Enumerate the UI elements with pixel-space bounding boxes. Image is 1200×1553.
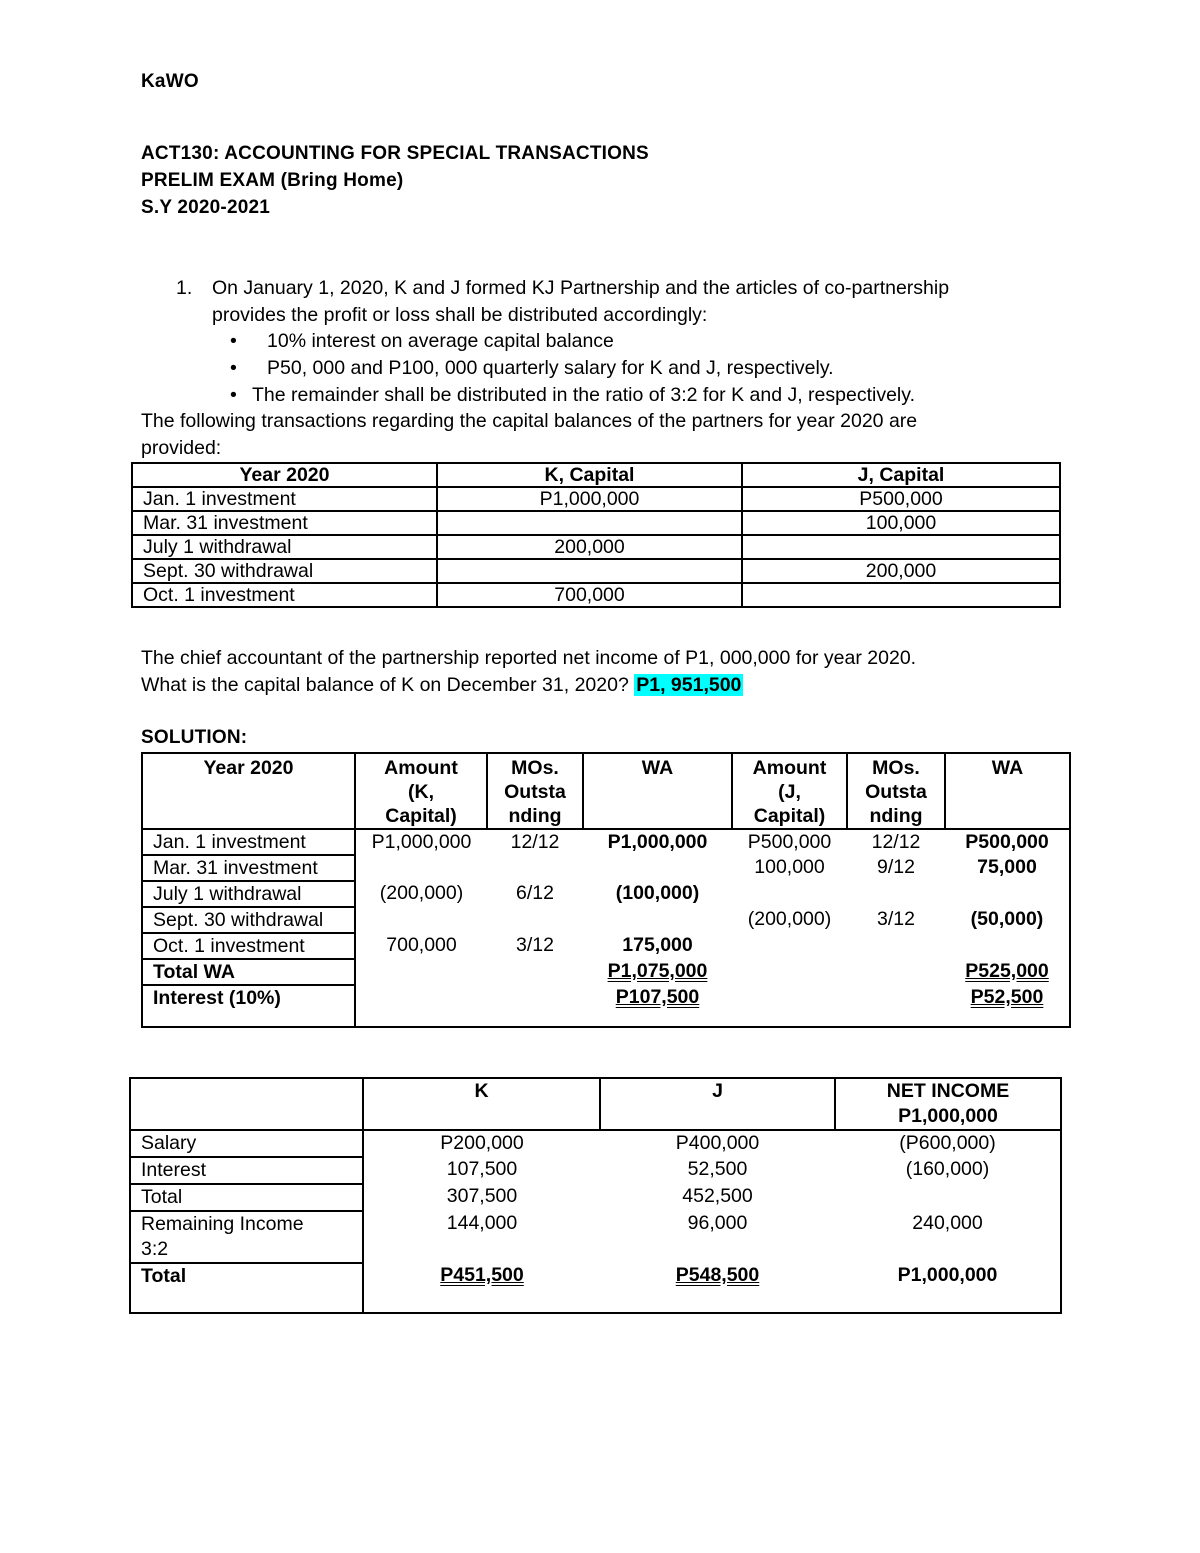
- column-header: Amount (J, Capital): [732, 753, 847, 829]
- column-header: MOs. Outsta nding: [487, 753, 583, 829]
- table-cell: 3/12: [516, 934, 554, 956]
- table-cell: (160,000): [905, 1158, 990, 1180]
- total-k: P451,500: [440, 1264, 524, 1286]
- table-cell: [945, 933, 1070, 959]
- solution-label: SOLUTION:: [141, 727, 248, 748]
- table-cell: July 1 withdrawal: [142, 881, 355, 907]
- table-row: [132, 487, 1060, 511]
- table-cell: [487, 907, 583, 933]
- table-cell: Total WA: [142, 959, 355, 985]
- table-row: [142, 855, 1070, 881]
- lead-text-1: The following transactions regarding the capital balances of the partners for year 2020 are: [141, 410, 918, 432]
- question-prompt-text: What is the capital balance of K on December 31, 2020?: [141, 674, 629, 696]
- table-cell: (200,000): [379, 882, 464, 904]
- bullet-salary: P50, 000 and P100, 000 quarterly salary for K and J, respectively.: [267, 357, 834, 379]
- table-cell: July 1 withdrawal: [132, 535, 437, 559]
- table-cell: 96,000: [687, 1212, 748, 1234]
- column-header: NET INCOME P1,000,000: [835, 1078, 1061, 1130]
- table-cell: [847, 933, 945, 959]
- table-cell: 200,000: [437, 535, 742, 559]
- net-income-statement: The chief accountant of the partnership reported net income of P1, 000,000 for year 2020.: [141, 647, 917, 669]
- table-row: [142, 829, 1070, 855]
- table-cell: [355, 907, 487, 933]
- table-cell: P1,000,000: [607, 831, 708, 853]
- table-cell: [487, 855, 583, 881]
- table-header-row: [132, 463, 1060, 487]
- table-cell: [742, 583, 1060, 607]
- table-cell: (100,000): [615, 882, 700, 904]
- total-wa-row: [142, 959, 1070, 985]
- capital-transactions-table: [131, 462, 1061, 608]
- bullet-interest: 10% interest on average capital balance: [267, 330, 614, 352]
- table-cell: [732, 933, 847, 959]
- table-cell: 9/12: [877, 856, 915, 878]
- table-cell: 52,500: [687, 1158, 748, 1180]
- table-cell: Interest (10%): [142, 985, 355, 1027]
- table-cell: [742, 535, 1060, 559]
- question-line-1: On January 1, 2020, K and J formed KJ Partnership and the articles of co-partnership: [212, 277, 950, 299]
- total-net-income: P1,000,000: [897, 1264, 998, 1286]
- author-initials: KaWO: [141, 71, 199, 92]
- column-header: WA: [945, 753, 1070, 829]
- total-row: [130, 1263, 1061, 1313]
- table-cell: (200,000): [747, 908, 832, 930]
- table-row: [132, 559, 1060, 583]
- table-cell: Total: [130, 1184, 363, 1211]
- table-cell: 175,000: [622, 934, 693, 956]
- table-cell: P1,000,000: [371, 831, 472, 853]
- table-cell: Oct. 1 investment: [142, 933, 355, 959]
- table-cell: [945, 881, 1070, 907]
- interest-j: P52,500: [970, 986, 1044, 1008]
- table-cell: 200,000: [742, 559, 1060, 583]
- table-cell: Total: [130, 1263, 363, 1313]
- table-cell: 144,000: [446, 1212, 518, 1234]
- table-cell: P200,000: [440, 1132, 524, 1154]
- column-header: Year 2020: [132, 463, 437, 487]
- total-wa-k: P1,075,000: [607, 960, 708, 982]
- highlighted-answer: P1, 951,500: [636, 674, 742, 696]
- interest-k: P107,500: [615, 986, 700, 1008]
- table-cell: 12/12: [510, 831, 560, 853]
- table-row: [130, 1211, 1061, 1263]
- table-header-row: [142, 753, 1070, 829]
- table-cell: (P600,000): [899, 1132, 996, 1154]
- table-cell: 700,000: [437, 583, 742, 607]
- table-cell: P500,000: [965, 831, 1049, 853]
- income-distribution-table: [129, 1077, 1062, 1314]
- table-cell: [583, 907, 732, 933]
- table-cell: Salary: [130, 1130, 363, 1157]
- table-cell: 700,000: [386, 934, 457, 956]
- bullet-remainder: The remainder shall be distributed in the ratio of 3:2 for K and J, respectively.: [252, 384, 915, 406]
- table-cell: 100,000: [754, 856, 825, 878]
- column-header: Amount (K, Capital): [355, 753, 487, 829]
- table-cell: Jan. 1 investment: [132, 487, 437, 511]
- question-prompt: [141, 674, 743, 697]
- question-line-2: provides the profit or loss shall be distributed accordingly:: [212, 304, 708, 326]
- lead-text-2: provided:: [141, 437, 222, 459]
- table-row: [142, 907, 1070, 933]
- total-j: P548,500: [675, 1264, 760, 1286]
- column-header: MOs. Outsta nding: [847, 753, 945, 829]
- table-cell: [732, 881, 847, 907]
- table-cell: (50,000): [970, 908, 1044, 930]
- table-cell: Sept. 30 withdrawal: [142, 907, 355, 933]
- bullet-dot: •: [230, 384, 237, 406]
- table-cell: Remaining Income 3:2: [130, 1211, 363, 1263]
- column-header: J: [600, 1078, 835, 1130]
- table-cell: P500,000: [742, 487, 1060, 511]
- table-cell: [355, 855, 487, 881]
- table-row: [142, 881, 1070, 907]
- table-row: [130, 1130, 1061, 1157]
- column-header-blank: [130, 1078, 363, 1130]
- table-cell: Mar. 31 investment: [142, 855, 355, 881]
- table-cell: [835, 1184, 1061, 1211]
- total-wa-j: P525,000: [965, 960, 1049, 982]
- question-number: 1.: [176, 277, 193, 299]
- column-header: K: [363, 1078, 600, 1130]
- table-row: [130, 1184, 1061, 1211]
- table-cell: 75,000: [977, 856, 1037, 878]
- table-cell: Sept. 30 withdrawal: [132, 559, 437, 583]
- course-title: ACT130: ACCOUNTING FOR SPECIAL TRANSACTIONS: [141, 143, 649, 164]
- table-cell: P500,000: [747, 831, 832, 853]
- table-header-row: [130, 1078, 1061, 1130]
- column-header: Year 2020: [142, 753, 355, 829]
- table-row: [142, 933, 1070, 959]
- bullet-dot: •: [230, 330, 237, 352]
- school-year: S.Y 2020-2021: [141, 197, 271, 218]
- table-row: [130, 1157, 1061, 1184]
- table-cell: Jan. 1 investment: [142, 829, 355, 855]
- table-cell: 240,000: [912, 1212, 983, 1234]
- table-row: [132, 583, 1060, 607]
- interest-row: [142, 985, 1070, 1027]
- table-cell: [437, 559, 742, 583]
- table-cell: 3/12: [877, 908, 915, 930]
- weighted-average-table: [141, 752, 1071, 1028]
- column-header: J, Capital: [742, 463, 1060, 487]
- column-header: K, Capital: [437, 463, 742, 487]
- table-cell: 100,000: [742, 511, 1060, 535]
- table-row: [132, 535, 1060, 559]
- table-cell: [583, 855, 732, 881]
- table-cell: Oct. 1 investment: [132, 583, 437, 607]
- bullet-dot: •: [230, 357, 237, 379]
- table-cell: [847, 881, 945, 907]
- table-cell: P400,000: [675, 1132, 760, 1154]
- column-header: WA: [583, 753, 732, 829]
- table-cell: Interest: [130, 1157, 363, 1184]
- table-cell: P1,000,000: [437, 487, 742, 511]
- table-cell: Mar. 31 investment: [132, 511, 437, 535]
- table-cell: 307,500: [446, 1185, 518, 1207]
- exam-title: PRELIM EXAM (Bring Home): [141, 170, 404, 191]
- table-row: [132, 511, 1060, 535]
- table-cell: 12/12: [871, 831, 921, 853]
- table-cell: 107,500: [446, 1158, 518, 1180]
- table-cell: 452,500: [682, 1185, 753, 1207]
- table-cell: 6/12: [516, 882, 554, 904]
- table-cell: [437, 511, 742, 535]
